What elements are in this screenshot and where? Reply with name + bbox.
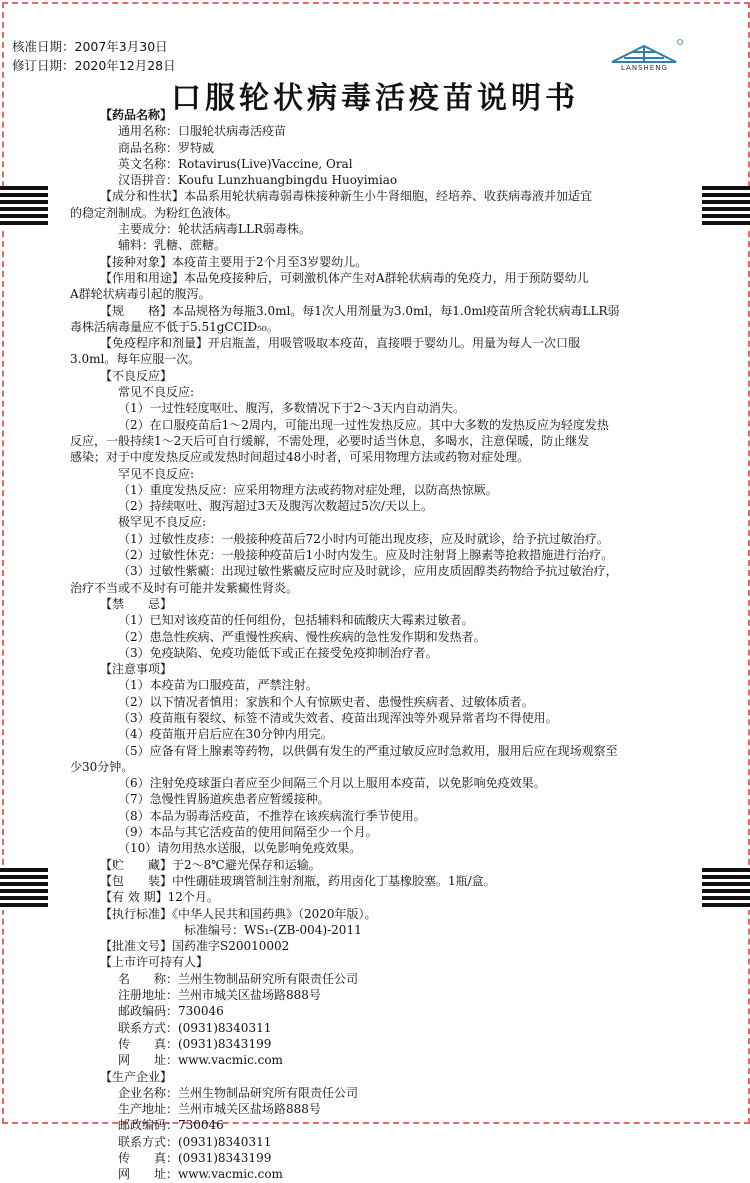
left-bar-mark-top (0, 186, 48, 228)
text-line: 网 址：www.vacmic.com (118, 1053, 283, 1068)
text-line: 【药品名称】 (100, 108, 173, 122)
text-line: 【作用和用途】本品免疫接种后，可刺激机体产生对A群轮状病毒的免疫力，用于预防婴幼儿 (100, 270, 589, 285)
text-line: 【规 格】本品规格为每瓶3.0ml。每1次人用剂量为3.0ml，每1.0ml疫苗所含轮状病毒LLR弱 (100, 303, 620, 318)
text-line: 【生产企业】 (100, 1069, 173, 1084)
text-line: 【成分和性状】本品系用轮状病毒弱毒株接种新生小牛肾细胞，经培养、收获病毒液并加适宜 (100, 189, 593, 204)
text-line: 标准编号：WS₁-(ZB-004)-2011 (184, 922, 362, 937)
instruction-body (70, 107, 692, 1183)
text-line: （9）本品与其它活疫苗的使用间隔至少一个月。 (118, 825, 378, 840)
text-line: 邮政编码：730046 (118, 1118, 224, 1133)
text-line: 企业名称：兰州生物制品研究所有限责任公司 (118, 1085, 359, 1100)
text-line: 【贮 藏】于2～8℃避光保存和运输。 (100, 857, 321, 872)
text-line: 【执行标准】《中华人民共和国药典》（2020年版）。 (100, 906, 377, 921)
text-line: 名 称：兰州生物制品研究所有限责任公司 (118, 971, 359, 986)
text-line: 传 真：(0931)8343199 (118, 1151, 272, 1165)
text-line: （4）疫苗瓶开启后应在30分钟内用完。 (118, 727, 333, 742)
text-line: 【包 装】中性硼硅玻璃管制注射剂瓶，药用卤化丁基橡胶塞。1瓶/盒。 (100, 873, 496, 888)
text-line: 治疗不当或不及时有可能并发紫癜性肾炎。 (70, 580, 299, 595)
text-line: （1）本疫苗为口服疫苗，严禁注射。 (118, 678, 318, 693)
right-bar-mark-top (702, 186, 750, 228)
text-line: 主要成分：轮状活病毒LLR弱毒株。 (118, 222, 311, 237)
text-line: （6）注射免疫球蛋白者应至少间隔三个月以上服用本疫苗，以免影响免疫效果。 (118, 776, 546, 791)
text-line: 英文名称：Rotavirus(Live)Vaccine, Oral (118, 156, 353, 171)
text-line: 汉语拼音：Koufu Lunzhuangbingdu Huoyimiao (118, 173, 398, 188)
text-line: 【注意事项】 (100, 662, 173, 677)
text-line: 【有 效 期】12个月。 (100, 890, 219, 905)
text-line: 极罕见不良反应: (118, 515, 207, 530)
document-title: 口服轮状病毒活疫苗说明书 (171, 81, 579, 116)
text-line: 【禁 忌】 (100, 596, 173, 611)
text-line: 3.0ml。每年应服一次。 (70, 352, 201, 367)
text-line: 常见不良反应: (118, 385, 195, 400)
approval-date: 核准日期：2007年3月30日 (12, 39, 168, 54)
text-line: 传 真：(0931)8343199 (118, 1036, 272, 1051)
text-line: （2）以下情况者慎用：家族和个人有惊厥史者、患慢性疾病者、过敏体质者。 (118, 694, 534, 709)
text-line: （3）免疫缺陷、免疫功能低下或正在接受免疫抑制治疗者。 (118, 645, 438, 660)
text-line: 通用名称：口服轮状病毒活疫苗 (118, 124, 287, 139)
text-line: 的稳定剂制成。为粉红色液体。 (70, 205, 239, 220)
text-line: A群轮状病毒引起的腹泻。 (70, 287, 211, 302)
text-line: 少30分钟。 (70, 759, 134, 774)
text-line: （1）过敏性皮疹：一般接种疫苗后72小时内可能出现皮疹，应及时就诊，给予抗过敏治疗。 (118, 531, 609, 546)
text-line: 【上市许可持有人】 (100, 955, 209, 970)
text-line: 【免疫程序和剂量】开启瓶盖，用吸管吸取本疫苗，直接喂于婴幼儿。用量为每人一次口服 (100, 336, 581, 351)
text-line: （7）急慢性胃肠道疾患者应暂缓接种。 (118, 792, 330, 807)
text-line: （2）患急性疾病、严重慢性疾病、慢性疾病的急性发作期和发热者。 (118, 629, 486, 644)
text-line: （1）一过性轻度呕吐、腹泻，多数情况下于2～3天内自动消失。 (118, 401, 465, 416)
text-line: 【不良反应】 (100, 368, 173, 383)
text-line: 联系方式：(0931)8340311 (118, 1134, 272, 1149)
revision-date: 修订日期：2020年12月28日 (12, 58, 176, 73)
text-line: 注册地址：兰州市城关区盐场路888号 (118, 988, 321, 1003)
text-line: （1）重度发热反应：应采用物理方法或药物对症处理，以防高热惊厥。 (118, 482, 498, 497)
text-line: 【接种对象】本疫苗主要用于2个月至3岁婴幼儿。 (100, 254, 368, 269)
logo-text: LANSHENG (621, 64, 668, 72)
text-line: 感染；对于中度发热反应或发热时间超过48小时者，可采用物理方法或药物对症处理。 (70, 450, 530, 465)
text-line: 【批准文号】国药准字S20010002 (100, 939, 290, 954)
text-line: （3）过敏性紫癜：出现过敏性紫癜反应时应及时就诊，应用皮质固醇类药物给予抗过敏治疗， (118, 564, 618, 579)
text-line: （2）持续呕吐、腹泻超过3天及腹泻次数超过5次/天以上。 (118, 499, 433, 514)
text-line: 邮政编码：730046 (118, 1004, 224, 1019)
text-line: 罕见不良反应: (118, 466, 195, 481)
text-line: （2）过敏性休克：一般接种疫苗后1小时内发生。应及时注射肾上腺素等抢救措施进行治疗。 (118, 548, 614, 563)
text-line: （1）已知对该疫苗的任何组份，包括辅料和硫酸庆大霉素过敏者。 (118, 613, 474, 628)
text-line: 生产地址：兰州市城关区盐场路888号 (118, 1102, 321, 1117)
text-line: 商品名称：罗特威 (118, 140, 215, 155)
text-line: 反应，一般持续1～2天后可自行缓解，不需处理，必要时适当休息，多喝水，注意保暖，防止继发 (70, 433, 590, 448)
right-bar-mark-bottom (702, 868, 750, 910)
text-line: 毒株活病毒量应不低于5.51gCCID₅₀。 (70, 319, 279, 334)
text-line: 网 址：www.vacmic.com (118, 1167, 283, 1182)
text-line: （3）疫苗瓶有裂纹、标签不清或失效者、疫苗出现浑浊等外观异常者均不得使用。 (118, 710, 558, 725)
text-line: 联系方式：(0931)8340311 (118, 1020, 272, 1035)
text-line: （8）本品为弱毒活疫苗，不推荐在该疾病流行季节使用。 (118, 808, 426, 823)
text-line: （10）请勿用热水送服，以免影响免疫效果。 (118, 841, 362, 856)
text-line: （2）在口服疫苗后1～2周内，可能出现一过性发热反应。其中大多数的发热反应为轻度发热 (118, 417, 609, 432)
left-bar-mark-bottom (0, 868, 48, 910)
text-line: 辅料：乳糖、蔗糖。 (118, 238, 227, 253)
text-line: （5）应备有肾上腺素等药物，以供偶有发生的严重过敏反应时急救用，服用后应在现场观察至 (118, 743, 618, 758)
